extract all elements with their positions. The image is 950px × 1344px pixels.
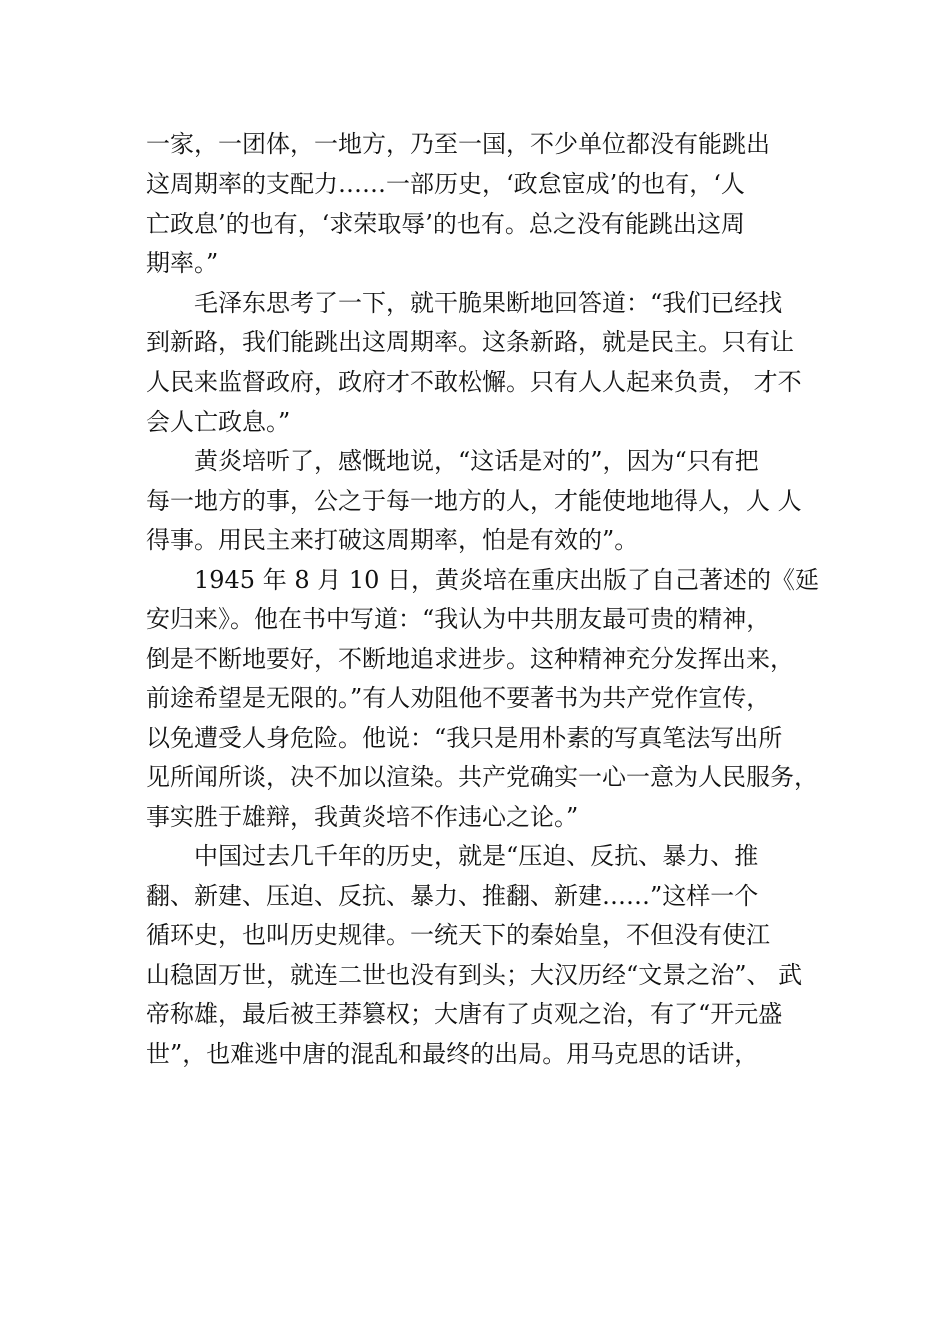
text-line: 世”，也难逃中唐的混乱和最终的出局。用马克思的话讲，: [146, 1040, 759, 1068]
text-line: 黄炎培听了，感慨地说，“这话是对的”，因为“只有把: [194, 447, 759, 475]
text-line: 毛泽东思考了一下，就干脆果断地回答道：“我们已经找: [194, 289, 783, 317]
text-line: 会人亡政息。”: [146, 408, 291, 436]
text-line: 到新路，我们能跳出这周期率。这条新路，就是民主。只有让: [146, 328, 794, 356]
text-line: 1945 年 8 月 10 日，黄炎培在重庆出版了自己著述的《延: [194, 566, 820, 594]
text-line: 中国过去几千年的历史，就是“压迫、反抗、暴力、推: [194, 842, 759, 870]
text-line: 前途希望是无限的。”有人劝阻他不要著书为共产党作宣传，: [146, 684, 771, 712]
text-line: 翻、新建、压迫、反抗、暴力、推翻、新建……”这样一个: [146, 882, 759, 910]
text-line: 山稳固万世，就连二世也没有到头；大汉历经“文景之治”、 武: [146, 961, 803, 989]
text-line: 期率。”: [146, 249, 219, 277]
text-line: 事实胜于雄辩，我黄炎培不作违心之论。”: [146, 803, 579, 831]
text-line: 帝称雄，最后被王莽篡权；大唐有了贞观之治，有了“开元盛: [146, 1000, 783, 1028]
text-line: 循环史，也叫历史规律。一统天下的秦始皇，不但没有使江: [146, 921, 770, 949]
text-line: 以免遭受人身危险。他说：“我只是用朴素的写真笔法写出所: [146, 724, 783, 752]
text-line: 得事。用民主来打破这周期率，怕是有效的”。: [146, 526, 639, 554]
text-line: 一家，一团体，一地方，乃至一国，不少单位都没有能跳出: [146, 130, 770, 158]
text-line: 倒是不断地要好，不断地追求进步。这种精神充分发挥出来，: [146, 645, 794, 673]
text-line: 安归来》。他在书中写道：“我认为中共朋友最可贵的精神，: [146, 605, 771, 633]
text-line: 这周期率的支配力……一部历史，‘政怠宦成’的也有，‘人: [146, 170, 745, 198]
text-line: 亡政息’的也有，‘求荣取辱’的也有。总之没有能跳出这周: [146, 210, 745, 238]
text-line: 每一地方的事，公之于每一地方的人，才能使地地得人，人 人: [146, 487, 802, 515]
text-line: 见所闻所谈，决不加以渲染。共产党确实一心一意为人民服务，: [146, 763, 818, 791]
text-line: 人民来监督政府，政府才不敢松懈。只有人人起来负责， 才不: [146, 368, 802, 396]
